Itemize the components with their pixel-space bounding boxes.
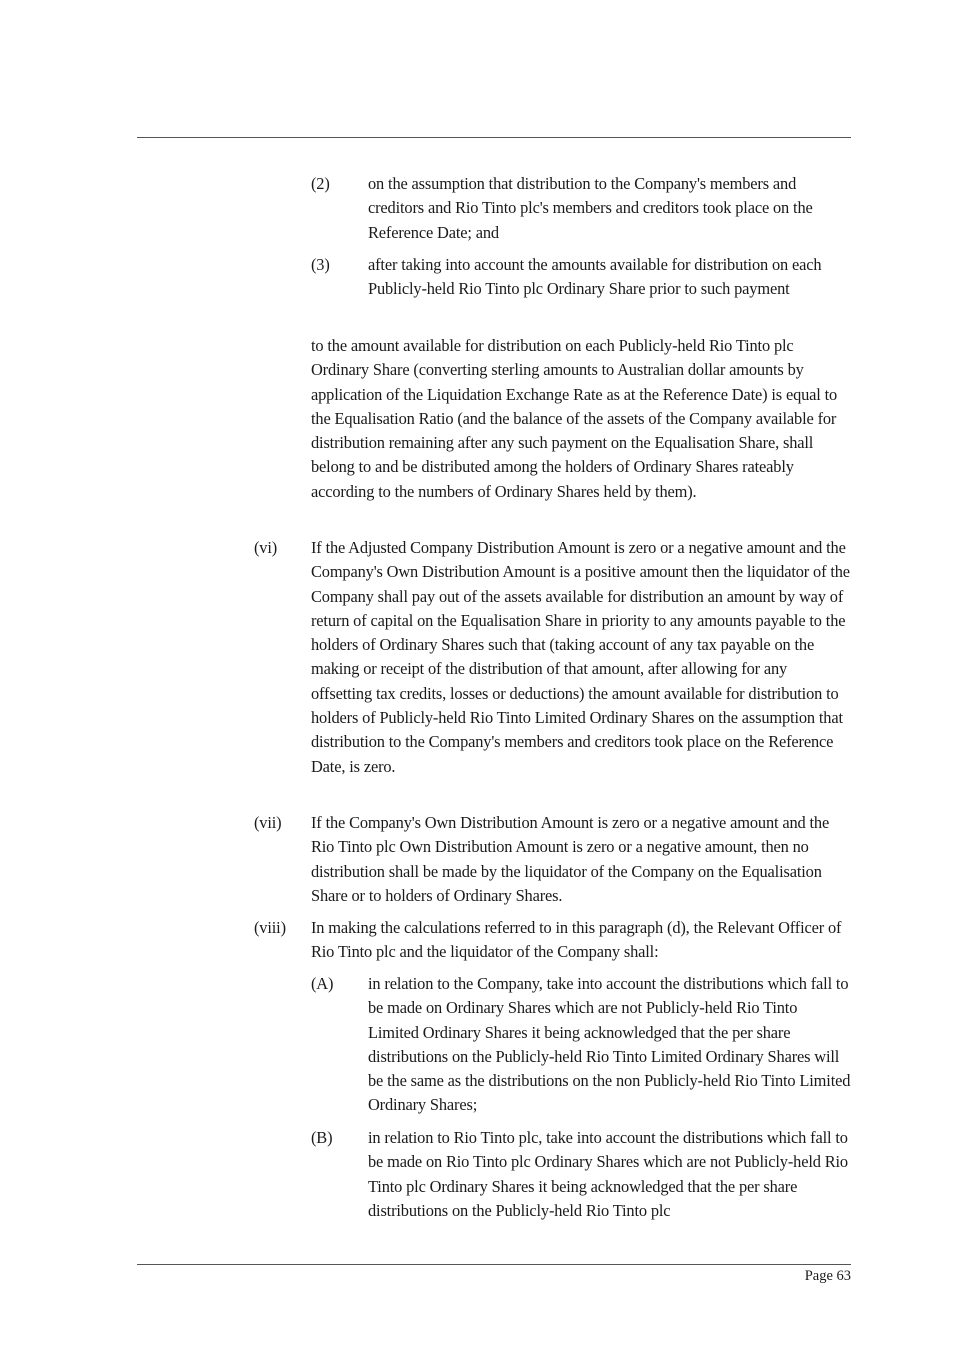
clause-text: after taking into account the amounts available for distribution on each Publicly-held Rio Tinto plc Ordinary Share prior to such payment [368, 255, 822, 299]
continuation-paragraph: to the amount available for distribution on each Publicly-held Rio Tinto plc Ordinary Share (converting sterling amounts to Australian dollar amounts by application of the Liquidation Exchange Rate as at the Reference Date) is equal to the Equalisation Ratio (and the balance of the assets of the Company available for distribution remaining after any such payment on the Equalisation Share, shall belong to and be distributed among the holders of Ordinary Shares rateably according to the numbers of Ordinary Shares held by them). [311, 336, 838, 501]
footer-rule [137, 1264, 851, 1265]
clause-label: (vi) [254, 538, 278, 557]
clause-label: (vii) [254, 813, 282, 832]
clause-text: If the Company's Own Distribution Amount is zero or a negative amount and the Rio Tinto plc Own Distribution Amount is zero or a negative amount, then no distribution shall be made by the liquidator of the Company on the Equalisation Share or to holders of Ordinary Shares. [311, 813, 830, 905]
clause-text: in relation to Rio Tinto plc, take into account the distributions which fall to be made on Rio Tinto plc Ordinary Shares which are not Publicly-held Rio Tinto plc Ordinary Shares it being acknowledged that the per share distributions on the Publicly-held Rio Tinto plc [368, 1128, 848, 1220]
clause-text: If the Adjusted Company Distribution Amount is zero or a negative amount and the Company's Own Distribution Amount is a positive amount then the liquidator of the Company shall pay out of the assets available for distribution an amount by way of return of capital on the Equalisation Share in priority to any amounts payable to the holders of Ordinary Shares such that (taking account of any tax payable on the making or receipt of the distribution of that amount, after allowing for any offsetting tax credits, losses or deductions) the amount available for distribution to holders of Publicly-held Rio Tinto Limited Ordinary Shares on the assumption that distribution to the Company's members and creditors took place on the Reference Date, is zero. [311, 538, 850, 776]
clause-label: (3) [311, 255, 330, 274]
page-number: Page 63 [804, 1268, 851, 1284]
clause-text: in relation to the Company, take into account the distributions which fall to be made on Ordinary Shares which are not Publicly-held Rio Tinto Limited Ordinary Shares it being acknowledged that the per share distributions on the Publicly-held Rio Tinto Limited Ordinary Shares will be the same as the distributions on the non Publicly-held Rio Tinto Limited Ordinary Shares; [368, 974, 851, 1115]
clause-label: (2) [311, 174, 330, 193]
clause-label: (B) [311, 1128, 333, 1147]
clause-text: on the assumption that distribution to the Company's members and creditors and Rio Tinto plc's members and creditors took place on the Reference Date; and [368, 174, 813, 242]
clause-text: In making the calculations referred to in this paragraph (d), the Relevant Officer of Rio Tinto plc and the liquidator of the Company shall: [311, 918, 842, 962]
clause-label: (viii) [254, 918, 286, 937]
clause-label: (A) [311, 974, 334, 993]
header-rule [137, 137, 851, 138]
